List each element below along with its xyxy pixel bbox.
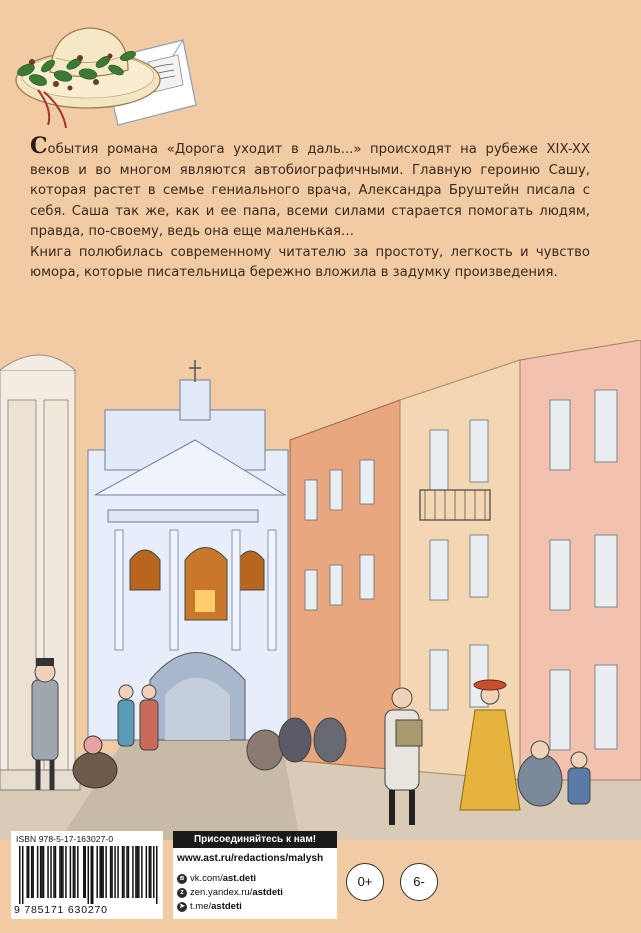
barcode-panel bbox=[11, 831, 163, 919]
book-description bbox=[30, 133, 590, 284]
drop-cap: С bbox=[30, 133, 48, 159]
paragraph-1-text: обытия романа «Дорога уходит в даль...» происходят на рубеже XIX-XX веков и во многом являются автобиографичными. Главную героиню Сашу, которая растет в семье гениального врача, Александра Бруштейн писала с себя. Саша так же, как и ее папа, всеми силами старается помогать людям, правда, по-своему, ведь она еще маленькая… bbox=[30, 142, 590, 239]
vk-link[interactable]: в vk.com/ ast.deti bbox=[177, 873, 256, 884]
barcode-image bbox=[19, 846, 159, 904]
description-paragraph-2: Книга полюбилась современному читателю за простоту, легкость и чувство юмора, которые писательница бережно вложила в задумку произведения. bbox=[30, 244, 590, 280]
street-scene-illustration bbox=[0, 340, 641, 840]
zen-icon: z bbox=[177, 888, 187, 898]
straw-hat-illustration bbox=[8, 0, 198, 135]
social-links-panel bbox=[173, 831, 337, 919]
telegram-link[interactable]: ➤ t.me/ astdeti bbox=[177, 901, 242, 912]
city-gate bbox=[88, 360, 288, 740]
website-link[interactable]: www.ast.ru/redactions/malysh bbox=[177, 853, 324, 864]
right-buildings bbox=[290, 340, 641, 780]
vk-icon: в bbox=[177, 874, 187, 884]
join-us-banner: Присоединяйтесь к нам! bbox=[173, 831, 337, 848]
age-rating-badge: 0+ bbox=[346, 863, 384, 901]
isbn-label: ISBN 978-5-17-163027-0 bbox=[16, 834, 114, 844]
age-rating-badge-secondary: 6- bbox=[400, 863, 438, 901]
zen-link[interactable]: z zen.yandex.ru/ astdeti bbox=[177, 887, 283, 898]
description-paragraph-1 bbox=[30, 133, 590, 243]
ean-digits: 9 785171 630270 bbox=[14, 904, 108, 916]
telegram-icon: ➤ bbox=[177, 902, 187, 912]
